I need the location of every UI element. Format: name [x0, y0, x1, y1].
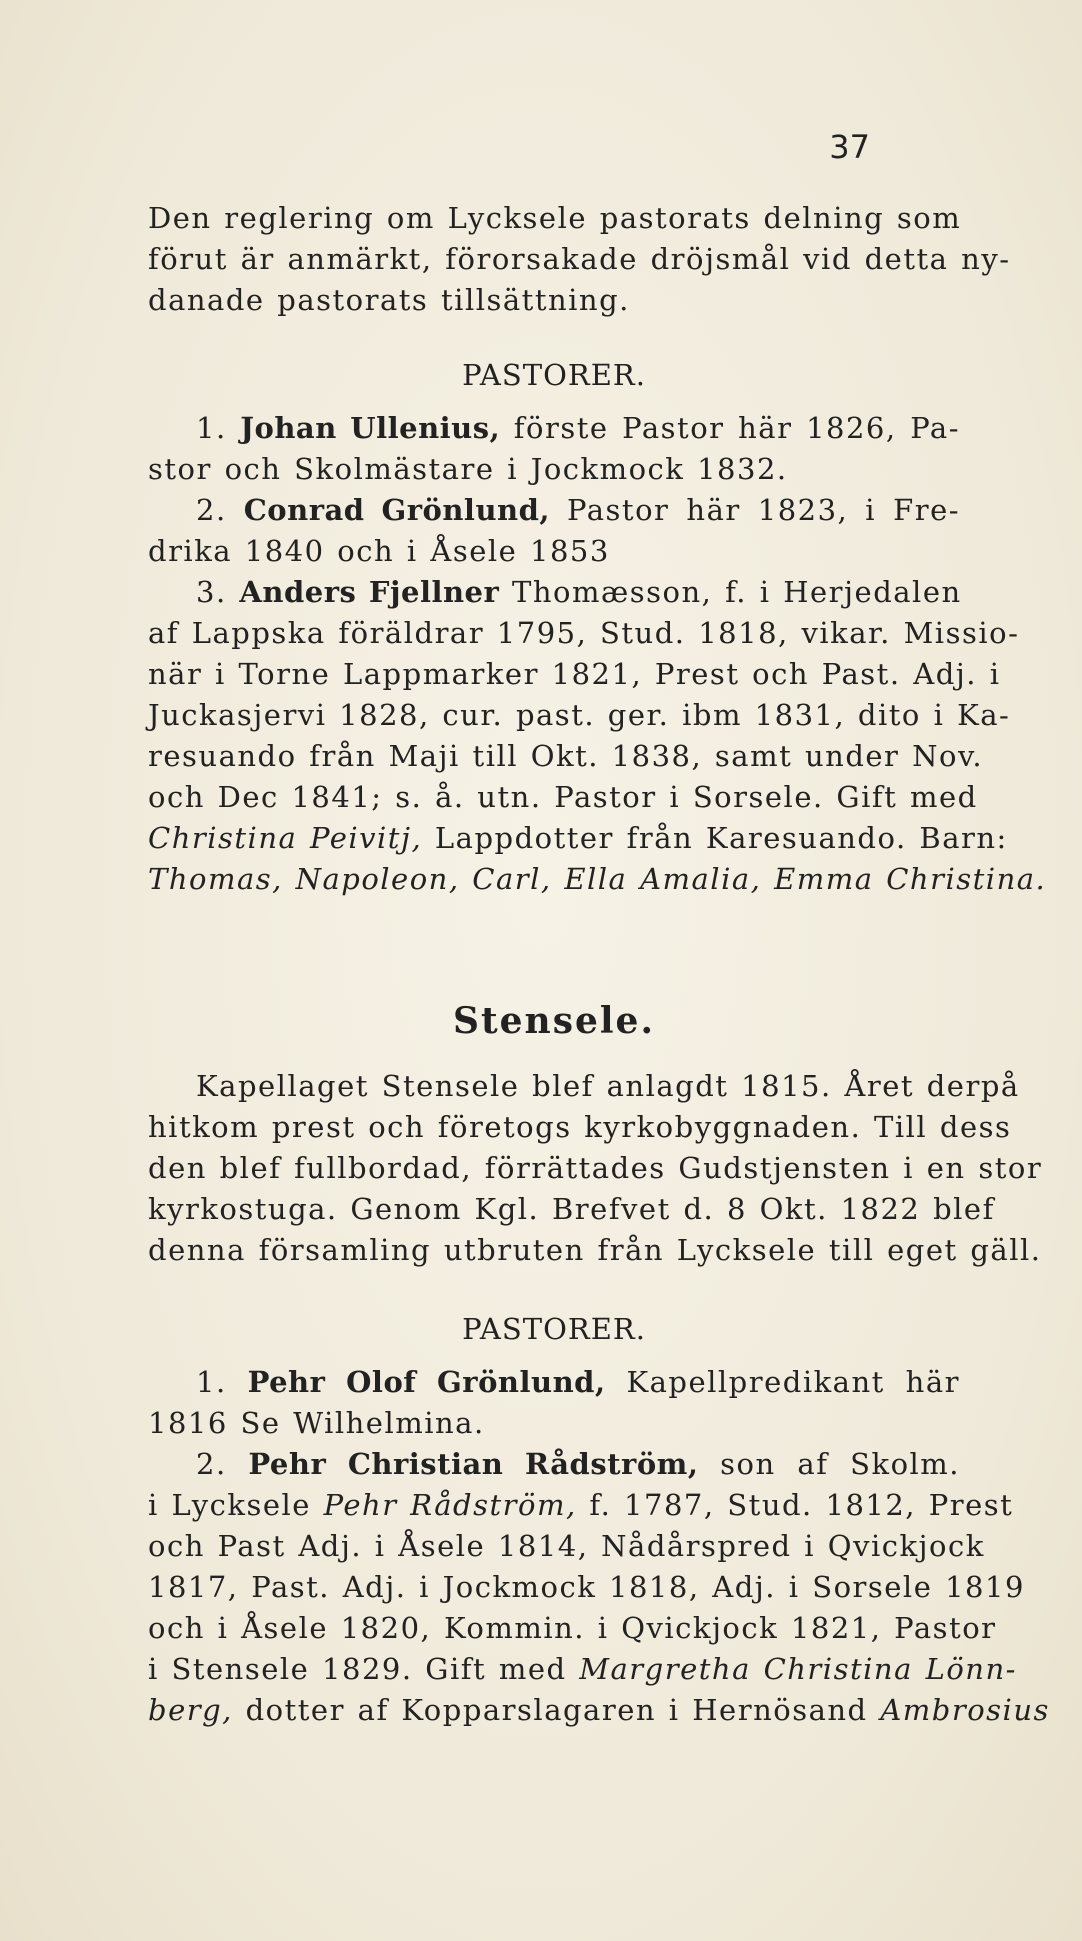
italic-name: Margretha Christina Lönn- [579, 1652, 1017, 1686]
section2-paragraph [148, 1066, 1043, 1271]
entry-text: Pastor här 1823, i Fre- [567, 493, 961, 527]
entry-text: Lappdotter från Karesuando. Barn: [434, 821, 1008, 855]
section1-entries [148, 408, 1047, 900]
text-line: och Past Adj. i Åsele 1814, Nådårspred i Qvickjock [148, 1529, 985, 1563]
section-title: Stensele. [453, 1000, 655, 1042]
text-line: Den reglering om Lycksele pastorats delning som [148, 201, 962, 235]
text-line: denna församling utbruten från Lycksele till eget gäll. [148, 1233, 1042, 1267]
person-name: Pehr Olof Grönlund, [247, 1365, 606, 1399]
entry-number: 1. [196, 1365, 227, 1399]
section-heading: PASTORER. [462, 358, 646, 392]
entry-number: 2. [196, 1447, 227, 1481]
entry-3 [148, 572, 1047, 900]
text-line: hitkom prest och företogs kyrkobyggnaden. Till dess [148, 1110, 1012, 1144]
text-line: af Lappska föräldrar 1795, Stud. 1818, vikar. Missio- [148, 616, 1020, 650]
entry-text: i Lycksele [148, 1488, 311, 1522]
text-line: kyrkostuga. Genom Kgl. Brefvet d. 8 Okt. 1822 blef [148, 1192, 995, 1226]
section2-entries [148, 1362, 1050, 1731]
text-line: förut är anmärkt, förorsakade dröjsmål vid detta ny- [148, 242, 1011, 276]
entry-2 [148, 1444, 1050, 1731]
entry-text: förste Pastor här 1826, Pa- [513, 411, 960, 445]
text-line: och Dec 1841; s. å. utn. Pastor i Sorsele. Gift med [148, 780, 978, 814]
entry-text: f. 1787, Stud. 1812, Prest [589, 1488, 1014, 1522]
entry-text: i Stensele 1829. Gift med [148, 1652, 567, 1686]
entry-number: 1. [196, 411, 227, 445]
person-name: Johan Ullenius, [240, 411, 501, 445]
text-line: resuando från Maji till Okt. 1838, samt under Nov. [148, 739, 984, 773]
text-line: danade pastorats tillsättning. [148, 283, 630, 317]
text-line: och i Åsele 1820, Kommin. i Qvickjock 1821, Pastor [148, 1611, 997, 1645]
entry-text: Thomæsson, f. i Herjedalen [512, 575, 962, 609]
entry-text: dotter af Kopparslagaren i Hernösand [245, 1693, 868, 1727]
entry-number: 2. [196, 493, 227, 527]
page-number: 37 [829, 128, 870, 166]
section2-title-wrap [148, 1000, 960, 1042]
person-name: Pehr Christian Rådström, [248, 1447, 699, 1481]
text-line: stor och Skolmästare i Jockmock 1832. [148, 452, 788, 486]
text-line: när i Torne Lappmarker 1821, Prest och Past. Adj. i [148, 657, 1001, 691]
entry-2 [148, 490, 960, 572]
section2-heading-wrap [148, 1312, 960, 1346]
text-line: 1816 Se Wilhelmina. [148, 1406, 485, 1440]
text-line: Juckasjervi 1828, cur. past. ger. ibm 1831, dito i Ka- [148, 698, 1011, 732]
person-name: Conrad Grönlund, [243, 493, 550, 527]
entry-number: 3. [196, 575, 227, 609]
text-line: 1817, Past. Adj. i Jockmock 1818, Adj. i Sorsele 1819 [148, 1570, 1025, 1604]
section1-heading-wrap [148, 358, 960, 392]
text-line: Kapellaget Stensele blef anlagdt 1815. Året derpå [196, 1069, 1020, 1103]
italic-name: Pehr Rådström, [323, 1488, 577, 1522]
entry-1 [148, 408, 960, 490]
entry-text: son af Skolm. [720, 1447, 961, 1481]
section-heading: PASTORER. [462, 1312, 646, 1346]
entry-1 [148, 1362, 960, 1444]
children-names: Thomas, Napoleon, Carl, Ella Amalia, Emma Christina. [148, 862, 1047, 896]
intro-paragraph [148, 198, 1011, 321]
italic-name: berg, [148, 1693, 233, 1727]
text-line: den blef fullbordad, förrättades Gudstjensten i en stor [148, 1151, 1043, 1185]
text-line: drika 1840 och i Åsele 1853 [148, 534, 610, 568]
italic-name: Christina Peivitj, [148, 821, 423, 855]
person-name: Anders Fjellner [239, 575, 500, 609]
italic-name: Ambrosius [880, 1693, 1050, 1727]
entry-text: Kapellpredikant här [626, 1365, 961, 1399]
